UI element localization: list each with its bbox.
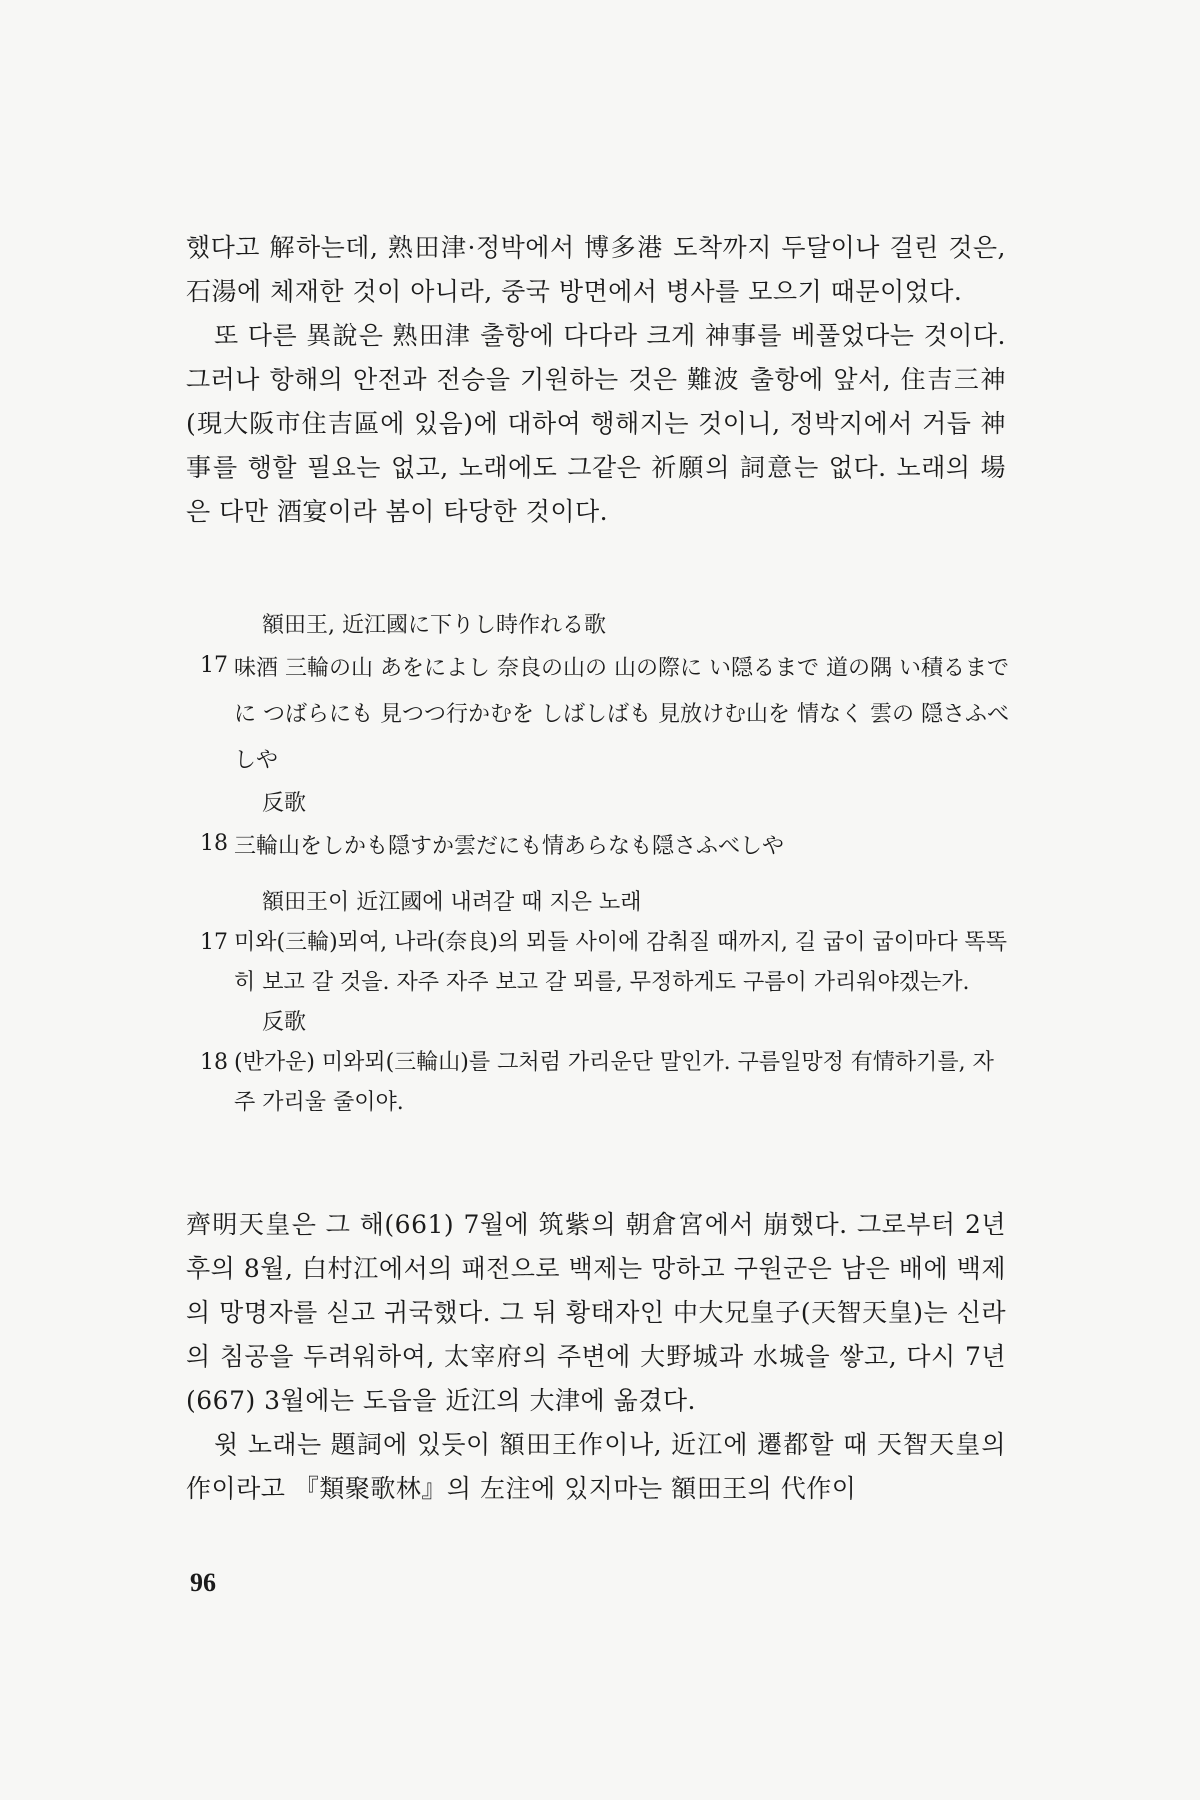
hanka-label: 反歌 bbox=[262, 791, 307, 816]
page-number: 96 bbox=[190, 1568, 216, 1597]
poem-text: 味酒 三輪の山 あをによし 奈良の山の 山の際に い隠るまで 道の隅 い積るまでに つばらにも 見つつ行かむを しばしばも 見放けむ山を 情なく 雲の 隠さふべしや bbox=[234, 656, 1009, 773]
paragraph: 또 다른 異說은 熟田津 출항에 다다라 크게 神事를 베풀었다는 것이다. 그러나 항해의 안전과 전승을 기원하는 것은 難波 출항에 앞서, 住吉三神(現大阪市住吉區에 있음)에 대하여 행해지는 것이니, 정박지에서 거듭 神事를 행할 필요는 없고, 노래에도 그같은 祈願의 詞意는 없다. 노래의 場은 다만 酒宴이라 봄이 타당한 것이다. bbox=[186, 321, 1006, 526]
poem-number: 18 bbox=[200, 831, 228, 856]
poem-text: 三輪山をしかも隠すか雲だにも情あらなも隠さふべしや bbox=[234, 834, 785, 859]
poem-korean bbox=[200, 883, 1010, 1123]
paragraph: 齊明天皇은 그 해(661) 7월에 筑紫의 朝倉宮에서 崩했다. 그로부터 2년 후의 8월, 白村江에서의 패전으로 백제는 망하고 구원군은 남은 배에 백제의 망명자를 싣고 귀국했다. 그 뒤 황태자인 中大兄皇子(天智天皇)는 신라의 침공을 두려워하여, 太宰府의 주변에 大野城과 水城을 쌓고, 다시 7년(667) 3월에는 도읍을 近江의 大津에 옮겼다. bbox=[186, 1210, 1006, 1415]
poem-entry bbox=[200, 923, 1010, 1003]
poem-number: 17 bbox=[200, 930, 228, 955]
poem-text: 미와(三輪)뫼여, 나라(奈良)의 뫼들 사이에 감춰질 때까지, 길 굽이 굽이마다 똑똑히 보고 갈 것을. 자주 자주 보고 갈 뫼를, 무정하게도 구름이 가리워야겠는가. bbox=[234, 930, 1008, 995]
paragraph: 했다고 解하는데, 熟田津·정박에서 博多港 도착까지 두달이나 걸린 것은, 石湯에 체재한 것이 아니라, 중국 방면에서 병사를 모으기 때문이었다. bbox=[186, 233, 1006, 306]
poem-title: 額田王, 近江國に下りし時作れる歌 bbox=[262, 613, 606, 638]
poem-text: (반가운) 미와뫼(三輪山)를 그처럼 가리운단 말인가. 구름일망정 有情하기를, 자주 가리울 줄이야. bbox=[234, 1050, 994, 1115]
paragraph: 윗 노래는 題詞에 있듯이 額田王作이나, 近江에 遷都할 때 天智天皇의 作이라고 『類聚歌林』의 左注에 있지마는 額田王의 代作이 bbox=[186, 1430, 1006, 1503]
hanka-label: 反歌 bbox=[262, 1010, 307, 1035]
poem-entry bbox=[200, 1043, 1010, 1123]
poem-japanese bbox=[200, 606, 1010, 870]
poem-title: 額田王이 近江國에 내려갈 때 지은 노래 bbox=[262, 890, 642, 915]
commentary-bottom bbox=[186, 1203, 1006, 1511]
commentary-top bbox=[186, 226, 1006, 534]
poem-entry bbox=[200, 824, 1010, 870]
poem-number: 17 bbox=[200, 653, 228, 678]
poem-number: 18 bbox=[200, 1050, 228, 1075]
poem-entry bbox=[200, 646, 1010, 784]
